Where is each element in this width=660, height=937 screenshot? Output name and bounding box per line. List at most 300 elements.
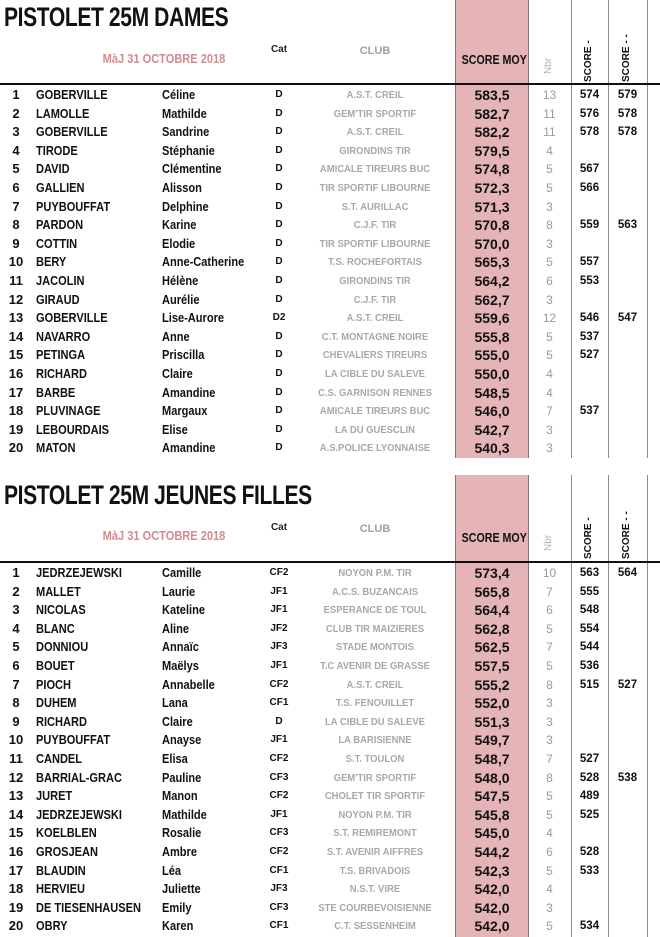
score-2-cell: 563 [617, 219, 638, 232]
score-moy-cell: 551,3 [474, 713, 510, 730]
table-row [0, 750, 660, 769]
rank-cell: 18 [8, 881, 24, 897]
last-name-cell: BLANC [36, 620, 75, 636]
section-title: PISTOLET 25M JEUNES FILLES [4, 480, 312, 510]
last-name-cell: PLUVINAGE [36, 403, 101, 419]
nbr-cell: 5 [546, 621, 553, 636]
score-2-cell: 578 [617, 126, 638, 139]
rank-cell: 15 [8, 347, 24, 363]
category-cell: D [275, 274, 283, 286]
club-cell: S.T. REMIREMONT [333, 827, 417, 840]
last-name-cell: KOELBLEN [36, 825, 97, 841]
score-2-cell: 579 [617, 89, 638, 101]
score-moy-cell: 542,7 [474, 421, 510, 438]
club-cell: C.J.F. TIR [353, 293, 397, 306]
score-moy-cell: 559,6 [474, 310, 510, 327]
nbr-cell: 5 [546, 807, 553, 822]
table-row [0, 824, 660, 843]
category-cell: CF2 [269, 752, 289, 764]
first-name-cell: Maëlys [162, 657, 199, 673]
club-cell: LA DU GUESCLIN [335, 423, 415, 436]
category-cell: CF1 [269, 920, 289, 932]
rank-cell: 1 [12, 565, 20, 580]
last-name-cell: JEDRZEJEWSKI [36, 565, 122, 580]
club-cell: C.J.F. TIR [353, 219, 397, 232]
rank-cell: 3 [12, 602, 20, 618]
table-row [0, 657, 660, 676]
nbr-cell: 3 [546, 422, 553, 437]
score-2-cell: 527 [617, 678, 638, 691]
club-cell: CLUB TIR MAIZIERES [325, 622, 425, 635]
table-row [0, 583, 660, 602]
first-name-cell: Camille [162, 565, 202, 580]
nbr-cell: 5 [546, 789, 553, 804]
score-2-cell: 564 [617, 567, 638, 579]
score-moy-cell: 572,3 [474, 179, 510, 196]
category-cell: D [275, 163, 283, 175]
last-name-cell: BERY [36, 254, 67, 270]
last-name-cell: COTTIN [36, 235, 78, 251]
nbr-cell: 6 [546, 844, 553, 859]
score-moy-cell: 562,5 [474, 639, 510, 656]
last-name-cell: PUYBOUFFAT [36, 732, 111, 748]
first-name-cell: Emily [162, 899, 192, 915]
club-cell: A.S.T. CREIL [346, 126, 404, 139]
score-1-cell: 544 [579, 641, 600, 654]
last-name-cell: RICHARD [36, 713, 87, 729]
category-cell: D [275, 107, 283, 119]
score-moy-cell: 564,2 [474, 272, 510, 289]
club-cell: GEM'TIR SPORTIF [333, 107, 417, 120]
first-name-cell: Annabelle [162, 676, 215, 692]
header-score-moy: SCORE MOY [461, 52, 527, 67]
score-1-cell: 525 [579, 808, 600, 821]
category-cell: D2 [272, 312, 286, 324]
category-cell: CF1 [269, 697, 289, 709]
nbr-cell: 8 [546, 218, 553, 233]
table-row [0, 402, 660, 421]
score-1-cell: 528 [579, 771, 600, 784]
rank-cell: 7 [12, 676, 20, 692]
table-row [0, 421, 660, 440]
first-name-cell: Anne [162, 328, 190, 344]
last-name-cell: DE TIESENHAUSEN [36, 899, 142, 915]
score-moy-cell: 565,3 [474, 254, 510, 271]
rank-cell: 11 [9, 272, 23, 288]
score-1-cell: 555 [579, 585, 600, 598]
table-row [0, 806, 660, 825]
category-cell: D [275, 126, 283, 138]
nbr-cell: 5 [546, 863, 553, 878]
first-name-cell: Stéphanie [162, 142, 215, 158]
last-name-cell: JURET [36, 788, 73, 804]
first-name-cell: Elisa [162, 750, 188, 766]
score-1-cell: 574 [579, 89, 600, 101]
nbr-cell: 5 [546, 919, 553, 934]
club-cell: ESPERANCE DE TOUL [323, 604, 427, 617]
club-cell: LA BARISIENNE [338, 734, 412, 747]
score-1-cell: 536 [579, 659, 600, 672]
nbr-cell: 3 [546, 714, 553, 729]
rank-cell: 8 [12, 217, 20, 233]
ranking-section-jeunes-filles [0, 475, 660, 937]
score-1-cell: 528 [579, 845, 600, 858]
table-row [0, 346, 660, 365]
header-score-2: SCORE - - [621, 34, 632, 82]
club-cell: TIR SPORTIF LIBOURNE [319, 181, 431, 194]
club-cell: AMICALE TIREURS BUC [319, 405, 431, 418]
last-name-cell: MATON [36, 440, 76, 456]
score-1-cell: 578 [579, 126, 600, 139]
score-moy-cell: 542,3 [474, 862, 510, 879]
last-name-cell: DONNIOU [36, 639, 89, 655]
nbr-cell: 7 [546, 640, 553, 655]
nbr-cell: 3 [546, 696, 553, 711]
score-moy-cell: 540,3 [474, 440, 510, 457]
category-cell: D [275, 330, 283, 342]
first-name-cell: Hélène [162, 272, 199, 288]
update-date: MàJ 31 OCTOBRE 2018 [102, 528, 226, 543]
score-1-cell: 489 [579, 790, 600, 803]
score-1-cell: 554 [579, 622, 600, 635]
rank-cell: 11 [9, 750, 23, 766]
nbr-cell: 3 [546, 292, 553, 307]
last-name-cell: CANDEL [36, 750, 83, 766]
last-name-cell: BOUET [36, 657, 75, 673]
nbr-cell: 8 [546, 677, 553, 692]
last-name-cell: HERVIEU [36, 881, 85, 897]
club-cell: S.T. TOULON [345, 752, 405, 765]
category-cell: D [275, 386, 283, 398]
category-cell: JF1 [270, 659, 288, 671]
club-cell: A.C.S. BUZANCAIS [331, 585, 419, 598]
score-1-cell: 537 [579, 330, 600, 343]
last-name-cell: BARBE [36, 384, 76, 400]
last-name-cell: DAVID [36, 161, 70, 177]
score-1-cell: 515 [579, 678, 600, 691]
rank-cell: 6 [12, 657, 20, 673]
first-name-cell: Karen [162, 918, 194, 934]
header-divider [0, 83, 660, 85]
rank-cell: 2 [12, 105, 20, 121]
score-moy-cell: 562,8 [474, 620, 510, 637]
table-row [0, 899, 660, 918]
nbr-cell: 5 [546, 162, 553, 177]
score-1-cell: 567 [579, 163, 600, 176]
table-row [0, 105, 660, 124]
table-row [0, 620, 660, 639]
score-moy-cell: 574,8 [474, 161, 510, 178]
first-name-cell: Lise-Aurore [162, 310, 225, 326]
category-cell: CF2 [269, 678, 289, 690]
rank-cell: 15 [8, 825, 24, 841]
nbr-cell: 6 [546, 273, 553, 288]
table-row [0, 731, 660, 750]
last-name-cell: OBRY [36, 918, 68, 934]
club-cell: NOYON P.M. TIR [338, 808, 412, 821]
club-cell: T.C AVENIR DE GRASSE [320, 659, 430, 672]
rank-cell: 14 [8, 328, 24, 344]
first-name-cell: Sandrine [162, 124, 210, 140]
score-moy-cell: 547,5 [474, 788, 510, 805]
first-name-cell: Alisson [162, 179, 202, 195]
score-moy-cell: 582,7 [474, 105, 510, 122]
rank-cell: 10 [8, 254, 24, 270]
nbr-cell: 4 [546, 143, 553, 158]
club-cell: AMICALE TIREURS BUC [319, 163, 431, 176]
first-name-cell: Céline [162, 87, 196, 102]
club-cell: C.T. SESSENHEIM [334, 920, 416, 933]
first-name-cell: Anne-Catherine [162, 254, 245, 270]
score-1-cell: 553 [579, 274, 600, 287]
score-2-cell: 578 [617, 107, 638, 120]
nbr-cell: 5 [546, 329, 553, 344]
score-moy-cell: 583,5 [474, 87, 510, 103]
first-name-cell: Priscilla [162, 347, 205, 363]
category-cell: D [275, 367, 283, 379]
ranking-section-dames [0, 0, 660, 458]
last-name-cell: PETINGA [36, 347, 86, 363]
table-row [0, 253, 660, 272]
nbr-cell: 10 [542, 566, 557, 580]
score-moy-cell: 542,0 [474, 899, 510, 916]
first-name-cell: Rosalie [162, 825, 202, 841]
score-moy-cell: 557,5 [474, 657, 510, 674]
header-cat: Cat [270, 44, 288, 55]
first-name-cell: Anayse [162, 732, 202, 748]
rank-cell: 1 [12, 87, 20, 102]
rank-cell: 8 [12, 695, 20, 711]
nbr-cell: 4 [546, 882, 553, 897]
score-moy-cell: 542,0 [474, 881, 510, 898]
category-cell: JF1 [270, 585, 288, 597]
last-name-cell: LAMOLLE [36, 105, 90, 121]
rank-cell: 14 [8, 806, 24, 822]
first-name-cell: Margaux [162, 403, 208, 419]
rank-cell: 12 [8, 769, 24, 785]
last-name-cell: GOBERVILLE [36, 87, 108, 102]
last-name-cell: DUHEM [36, 695, 77, 711]
category-cell: CF2 [269, 790, 289, 802]
header-score-1: SCORE - [583, 40, 594, 82]
category-cell: D [275, 442, 283, 454]
header-score-1: SCORE - [583, 517, 594, 559]
table-row [0, 291, 660, 310]
club-cell: N.S.T. VIRE [349, 883, 401, 896]
category-cell: D [275, 144, 283, 156]
score-1-cell: 534 [579, 920, 600, 933]
score-moy-cell: 548,5 [474, 384, 510, 401]
rank-cell: 17 [8, 384, 24, 400]
score-moy-cell: 582,2 [474, 124, 510, 141]
score-1-cell: 559 [579, 219, 600, 232]
last-name-cell: RICHARD [36, 365, 87, 381]
nbr-cell: 6 [546, 603, 553, 618]
club-cell: STE COURBEVOISIENNE [318, 901, 432, 914]
first-name-cell: Laurie [162, 583, 196, 599]
first-name-cell: Amandine [162, 440, 216, 456]
rank-cell: 5 [12, 639, 20, 655]
category-cell: D [275, 219, 283, 231]
nbr-cell: 3 [546, 900, 553, 915]
last-name-cell: GROSJEAN [36, 843, 99, 859]
rank-cell: 16 [8, 365, 24, 381]
score-moy-cell: 579,5 [474, 142, 510, 159]
rank-cell: 16 [8, 843, 24, 859]
club-cell: T.S. ROCHEFORTAIS [328, 256, 422, 269]
rank-cell: 20 [8, 918, 24, 934]
score-2-cell: 547 [617, 312, 638, 325]
first-name-cell: Lana [162, 695, 188, 711]
rank-cell: 9 [12, 713, 20, 729]
last-name-cell: JEDRZEJEWSKI [36, 806, 122, 822]
rank-cell: 6 [12, 179, 20, 195]
club-cell: CHOLET TIR SPORTIF [324, 790, 426, 803]
score-2-cell: 538 [617, 771, 638, 784]
last-name-cell: GALLIEN [36, 179, 85, 195]
ranking-rows [0, 86, 660, 458]
category-cell: D [275, 405, 283, 417]
first-name-cell: Aurélie [162, 291, 200, 307]
table-row [0, 862, 660, 881]
club-cell: T.S. FENOUILLET [335, 697, 415, 710]
nbr-cell: 3 [546, 733, 553, 748]
table-row [0, 235, 660, 254]
rank-cell: 17 [8, 862, 24, 878]
nbr-cell: 5 [546, 180, 553, 195]
first-name-cell: Claire [162, 713, 193, 729]
table-row [0, 713, 660, 732]
rank-cell: 19 [8, 899, 24, 915]
first-name-cell: Clémentine [162, 161, 222, 177]
nbr-cell: 8 [546, 770, 553, 785]
table-row [0, 787, 660, 806]
club-cell: A.S.POLICE LYONNAISE [319, 442, 431, 455]
club-cell: TIR SPORTIF LIBOURNE [319, 237, 431, 250]
rank-cell: 5 [12, 161, 20, 177]
first-name-cell: Juliette [162, 881, 201, 897]
first-name-cell: Karine [162, 217, 197, 233]
rank-cell: 18 [8, 403, 24, 419]
first-name-cell: Kateline [162, 602, 205, 618]
rank-cell: 13 [8, 310, 24, 326]
nbr-cell: 7 [546, 404, 553, 419]
last-name-cell: BLAUDIN [36, 862, 86, 878]
score-moy-cell: 546,0 [474, 403, 510, 420]
header-score-moy: SCORE MOY [461, 530, 527, 545]
first-name-cell: Delphine [162, 198, 209, 214]
score-moy-cell: 550,0 [474, 365, 510, 382]
header-club: CLUB [359, 45, 391, 57]
score-1-cell: 527 [579, 752, 600, 765]
score-1-cell: 546 [579, 312, 600, 325]
club-cell: NOYON P.M. TIR [338, 567, 412, 579]
rank-cell: 4 [12, 620, 20, 636]
nbr-cell: 7 [546, 584, 553, 599]
score-moy-cell: 570,0 [474, 235, 510, 252]
nbr-cell: 4 [546, 366, 553, 381]
score-moy-cell: 571,3 [474, 198, 510, 215]
first-name-cell: Manon [162, 788, 198, 804]
last-name-cell: PARDON [36, 217, 84, 233]
club-cell: C.S. GARNISON RENNES [318, 386, 432, 399]
score-1-cell: 533 [579, 864, 600, 877]
club-cell: CHEVALIERS TIREURS [322, 349, 428, 362]
header-score-2: SCORE - - [621, 511, 632, 559]
last-name-cell: TIRODE [36, 142, 78, 158]
table-row [0, 601, 660, 620]
club-cell: A.S.T. CREIL [346, 678, 404, 691]
club-cell: A.S.T. CREIL [346, 312, 404, 325]
score-1-cell: 566 [579, 181, 600, 194]
table-row [0, 198, 660, 217]
category-cell: D [275, 715, 283, 727]
score-moy-cell: 548,7 [474, 750, 510, 767]
club-cell: T.S. BRIVADOIS [339, 864, 411, 877]
club-cell: S.T. AURILLAC [341, 200, 409, 213]
category-cell: JF1 [270, 734, 288, 746]
table-row [0, 843, 660, 862]
rank-cell: 19 [8, 421, 24, 437]
score-moy-cell: 544,2 [474, 843, 510, 860]
table-row [0, 123, 660, 142]
nbr-cell: 5 [546, 658, 553, 673]
rank-cell: 10 [8, 732, 24, 748]
nbr-cell: 11 [543, 125, 556, 140]
first-name-cell: Léa [162, 862, 182, 878]
score-1-cell: 527 [579, 349, 600, 362]
table-row [0, 216, 660, 235]
category-cell: D [275, 181, 283, 193]
last-name-cell: GOBERVILLE [36, 310, 108, 326]
nbr-cell: 4 [546, 826, 553, 841]
nbr-cell: 5 [546, 348, 553, 363]
first-name-cell: Elise [162, 421, 188, 437]
category-cell: D [275, 200, 283, 212]
club-cell: A.S.T. CREIL [346, 89, 404, 101]
category-cell: D [275, 423, 283, 435]
club-cell: GIRONDINS TIR [339, 274, 411, 287]
nbr-cell: 13 [542, 88, 557, 102]
last-name-cell: NICOLAS [36, 602, 86, 618]
last-name-cell: GOBERVILLE [36, 124, 108, 140]
table-row [0, 86, 660, 105]
table-row [0, 676, 660, 695]
club-cell: GIRONDINS TIR [339, 144, 411, 157]
category-cell: JF1 [270, 808, 288, 820]
club-cell: GEM'TIR SPORTIF [333, 771, 417, 784]
header-divider [0, 561, 660, 563]
club-cell: STADE MONTOIS [336, 641, 414, 654]
score-moy-cell: 562,7 [474, 291, 510, 308]
score-1-cell: 576 [579, 107, 600, 120]
score-moy-cell: 555,8 [474, 328, 510, 345]
first-name-cell: Pauline [162, 769, 202, 785]
ranking-rows [0, 564, 660, 936]
category-cell: CF3 [269, 827, 289, 839]
last-name-cell: PUYBOUFFAT [36, 198, 111, 214]
score-moy-cell: 564,4 [474, 602, 510, 619]
score-moy-cell: 552,0 [474, 695, 510, 712]
score-1-cell: 537 [579, 405, 600, 418]
last-name-cell: PIOCH [36, 676, 71, 692]
table-row [0, 638, 660, 657]
rank-cell: 13 [8, 788, 24, 804]
score-moy-cell: 549,7 [474, 732, 510, 749]
table-row [0, 142, 660, 161]
first-name-cell: Mathilde [162, 105, 207, 121]
score-moy-cell: 548,0 [474, 769, 510, 786]
